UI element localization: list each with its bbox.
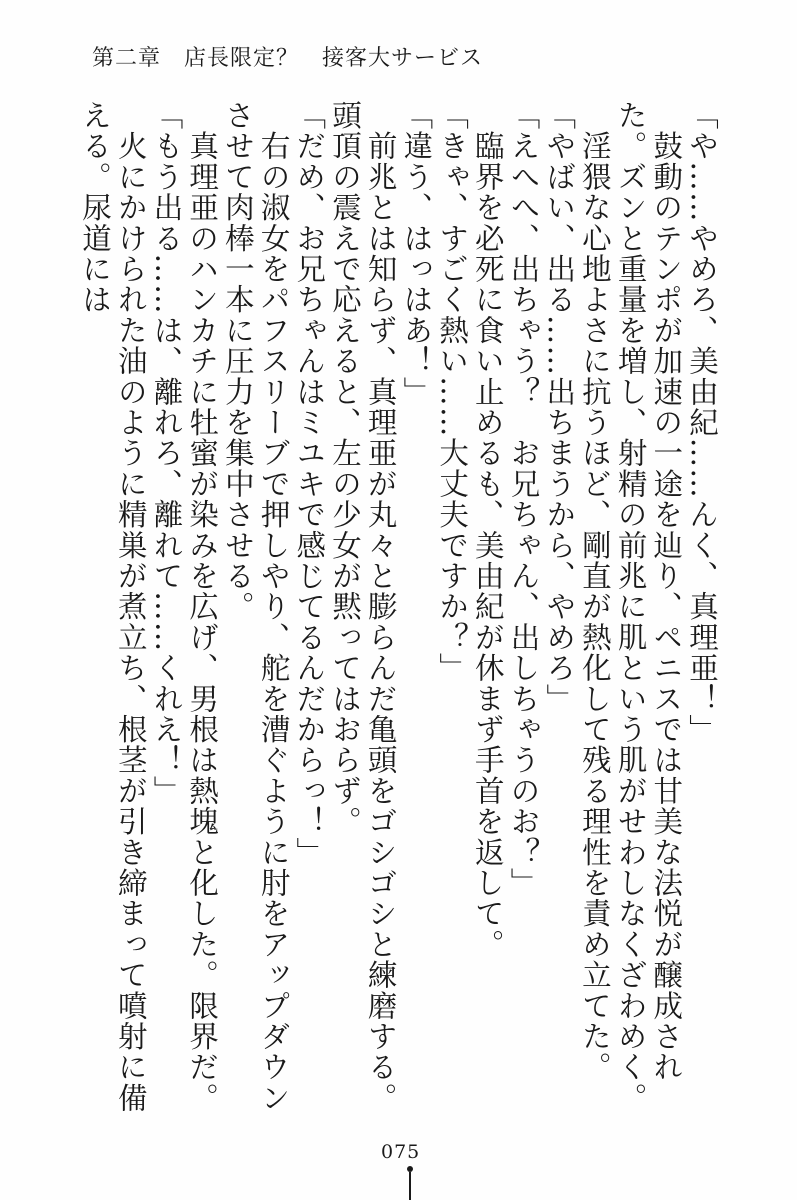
ornament-line — [409, 1172, 411, 1200]
paragraph: 「やばい、出る……出ちまうから、やめろ」 — [542, 100, 577, 714]
running-head: 第二章 店長限定？ 接客大サービス — [92, 46, 484, 71]
page-number: 075 — [381, 1141, 421, 1163]
paragraph: 真理亜のハンカチに牡蜜が染みを広げ、男根は熱塊と化した。限界だ。 — [185, 100, 220, 1114]
paragraph: 「きゃ、すごく熱い……大丈夫ですか？」 — [435, 100, 470, 684]
folio-ornament — [407, 1166, 413, 1200]
paragraph: 「違う、はっはあ！」 — [399, 100, 434, 407]
paragraph: 臨界を必死に食い止めるも、美由紀が休まず手首を返して。 — [470, 100, 505, 960]
paragraph: 火にかけられた油のように精巣が煮立ち、根茎が引き締まって噴射に備える。尿道には — [78, 100, 148, 1114]
paragraph: 「や……やめろ、美由紀……んく、真理亜！」 — [685, 100, 719, 745]
body-text — [78, 100, 719, 1140]
paragraph: 前兆とは知らず、真理亜が丸々と膨らんだ亀頭をゴシゴシと練磨する。頭頂の震えで応えると、左の少女が黙ってはおらず。 — [327, 100, 398, 1114]
paragraph: 淫猥な心地よさに抗うほど、剛直が熱化して残る理性を責め立てた。 — [577, 100, 612, 1083]
paragraph: 「もう出る……は、離れろ、離れて……くれえ！」 — [149, 100, 184, 807]
paragraph: 「だめ、お兄ちゃんはミユキで感じてるんだからっ！」 — [292, 100, 327, 868]
paragraph: 鼓動のテンポが加速の一途を辿り、ペニスでは甘美な法悦が醸成された。ズンと重量を増し、射精の前兆に肌という肌がせわしなくざわめく。 — [613, 100, 684, 1114]
paragraph: 「えへへ、出ちゃう？ お兄ちゃん、出しちゃうのお？」 — [506, 100, 541, 899]
paragraph: 右の淑女をパフスリーブで押しやり、舵を漕ぐように肘をアップダウンさせて肉棒一本に圧力を集中させる。 — [220, 100, 291, 1114]
